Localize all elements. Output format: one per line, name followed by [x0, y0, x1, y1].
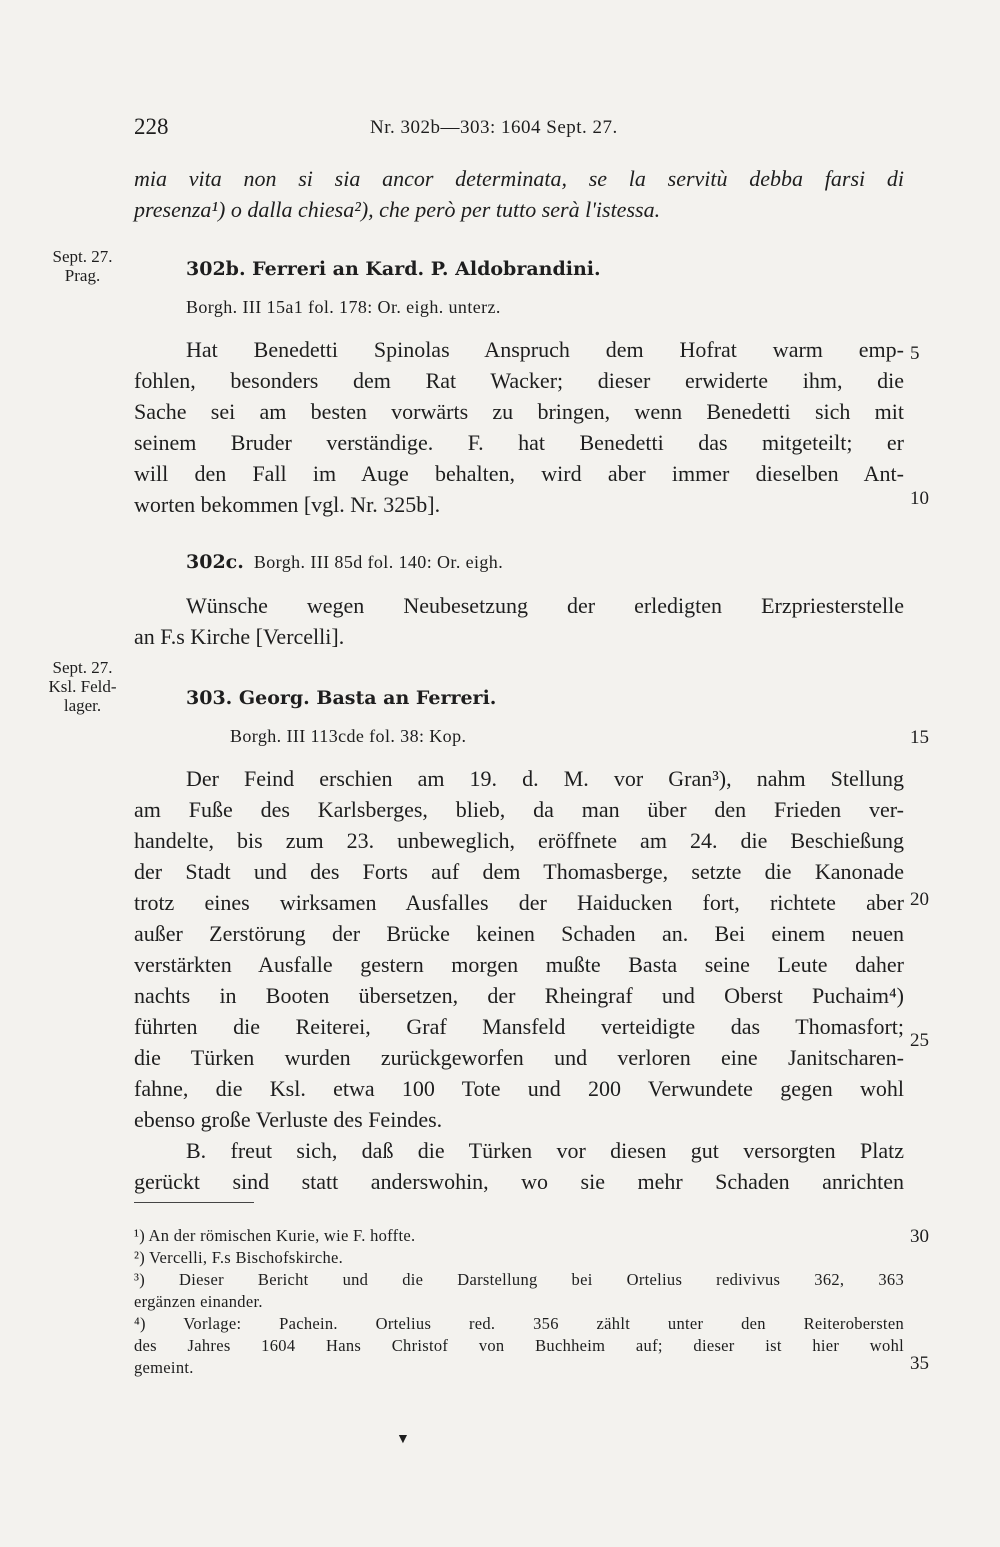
body-line: verstärkten Ausfalle gestern morgen mußte Basta seine Leute daher	[134, 952, 904, 977]
body-line: ebenso große Verluste des Feindes.	[134, 1107, 443, 1132]
footnote: des Jahres 1604 Hans Christof von Buchheim auf; dieser ist hier wohl	[134, 1336, 904, 1355]
printers-mark-icon: ▼	[396, 1432, 410, 1447]
body-line: handelte, bis zum 23. unbeweglich, eröffnete am 24. die Beschießung	[134, 828, 904, 853]
margin-date: Sept. 27.	[52, 658, 113, 677]
margin-note-302b	[40, 247, 125, 285]
line-number: 15	[910, 727, 929, 748]
intro-line: mia vita non si sia ancor determinata, se la servitù debba farsi di	[134, 166, 904, 191]
line-number: 30	[910, 1226, 929, 1247]
margin-date: Sept. 27.	[52, 247, 113, 266]
intro-text	[134, 163, 904, 225]
body-line: nachts in Booten übersetzen, der Rheingraf und Oberst Puchaim⁴)	[134, 983, 904, 1008]
entry-source-302c: Borgh. III 85d fol. 140: Or. eigh.	[253, 552, 504, 572]
body-line: gerückt sind statt anderswohin, wo sie mehr Schaden anrichten	[134, 1169, 904, 1194]
running-title: Nr. 302b—303: 1604 Sept. 27.	[370, 117, 618, 138]
body-line: an F.s Kirche [Vercelli].	[134, 624, 345, 649]
page-number: 228	[134, 114, 169, 139]
body-line: trotz eines wirksamen Ausfalles der Haiducken fort, richtete aber	[134, 890, 904, 915]
entry-heading-302c	[186, 551, 503, 573]
footnote: ³) Dieser Bericht und die Darstellung bei Ortelius redivivus 362, 363	[134, 1270, 904, 1289]
margin-place: Ksl. Feld-lager.	[48, 677, 117, 715]
footnote: ⁴) Vorlage: Pachein. Ortelius red. 356 zählt unter den Reiterobersten	[134, 1314, 904, 1333]
footnotes	[134, 1225, 904, 1379]
body-line: Sache sei am besten vorwärts zu bringen, wenn Benedetti sich mit	[134, 399, 904, 424]
margin-place: Prag.	[64, 266, 101, 285]
body-line: will den Fall im Auge behalten, wird aber immer dieselben Ant-	[134, 461, 904, 486]
body-line: worten bekommen [vgl. Nr. 325b].	[134, 492, 441, 517]
entry-source-303: Borgh. III 113cde fol. 38: Kop.	[230, 726, 467, 746]
footnote: ²) Vercelli, F.s Bischofskirche.	[134, 1248, 344, 1267]
intro-line: presenza¹) o dalla chiesa²), che però per tutto serà l'istessa.	[134, 197, 661, 222]
footnote-rule	[134, 1202, 254, 1203]
entry-body-302c	[134, 590, 904, 652]
body-line: am Fuße des Karlsberges, blieb, da man über den Frieden ver-	[134, 797, 904, 822]
body-line: Hat Benedetti Spinolas Anspruch dem Hofrat warm emp-	[186, 337, 904, 362]
body-line: außer Zerstörung der Brücke keinen Schaden an. Bei einem neuen	[134, 921, 904, 946]
margin-note-303	[40, 658, 125, 715]
line-number: 35	[910, 1353, 929, 1374]
entry-body-303	[134, 763, 904, 1197]
body-line: die Türken wurden zurückgeworfen und verloren eine Janitscharen-	[134, 1045, 904, 1070]
entry-heading-303: 303. Georg. Basta an Ferreri.	[186, 687, 497, 709]
entry-body-302b	[134, 334, 904, 520]
footnote: ¹) An der römischen Kurie, wie F. hoffte.	[134, 1226, 416, 1245]
line-number: 10	[910, 488, 929, 509]
entry-heading-302b: 302b. Ferreri an Kard. P. Aldobrandini.	[186, 258, 601, 280]
body-line: fohlen, besonders dem Rat Wacker; dieser erwiderte ihm, die	[134, 368, 904, 393]
body-line: B. freut sich, daß die Türken vor diesen gut versorgten Platz	[186, 1138, 904, 1163]
body-line: Der Feind erschien am 19. d. M. vor Gran³), nahm Stellung	[186, 766, 904, 791]
footnote: ergänzen einander.	[134, 1292, 263, 1311]
body-line: führten die Reiterei, Graf Mansfeld verteidigte das Thomasfort;	[134, 1014, 904, 1039]
line-number: 25	[910, 1030, 929, 1051]
body-line: fahne, die Ksl. etwa 100 Tote und 200 Verwundete gegen wohl	[134, 1076, 904, 1101]
entry-number-302c: 302c.	[186, 551, 244, 573]
footnote: gemeint.	[134, 1358, 194, 1377]
entry-source-302b: Borgh. III 15a1 fol. 178: Or. eigh. unterz.	[186, 297, 501, 317]
line-number: 5	[910, 343, 920, 364]
line-number: 20	[910, 889, 929, 910]
body-line: Wünsche wegen Neubesetzung der erledigten Erzpriesterstelle	[186, 593, 904, 618]
body-line: der Stadt und des Forts auf dem Thomasberge, setzte die Kanonade	[134, 859, 904, 884]
body-line: seinem Bruder verständige. F. hat Benedetti das mitgeteilt; er	[134, 430, 904, 455]
